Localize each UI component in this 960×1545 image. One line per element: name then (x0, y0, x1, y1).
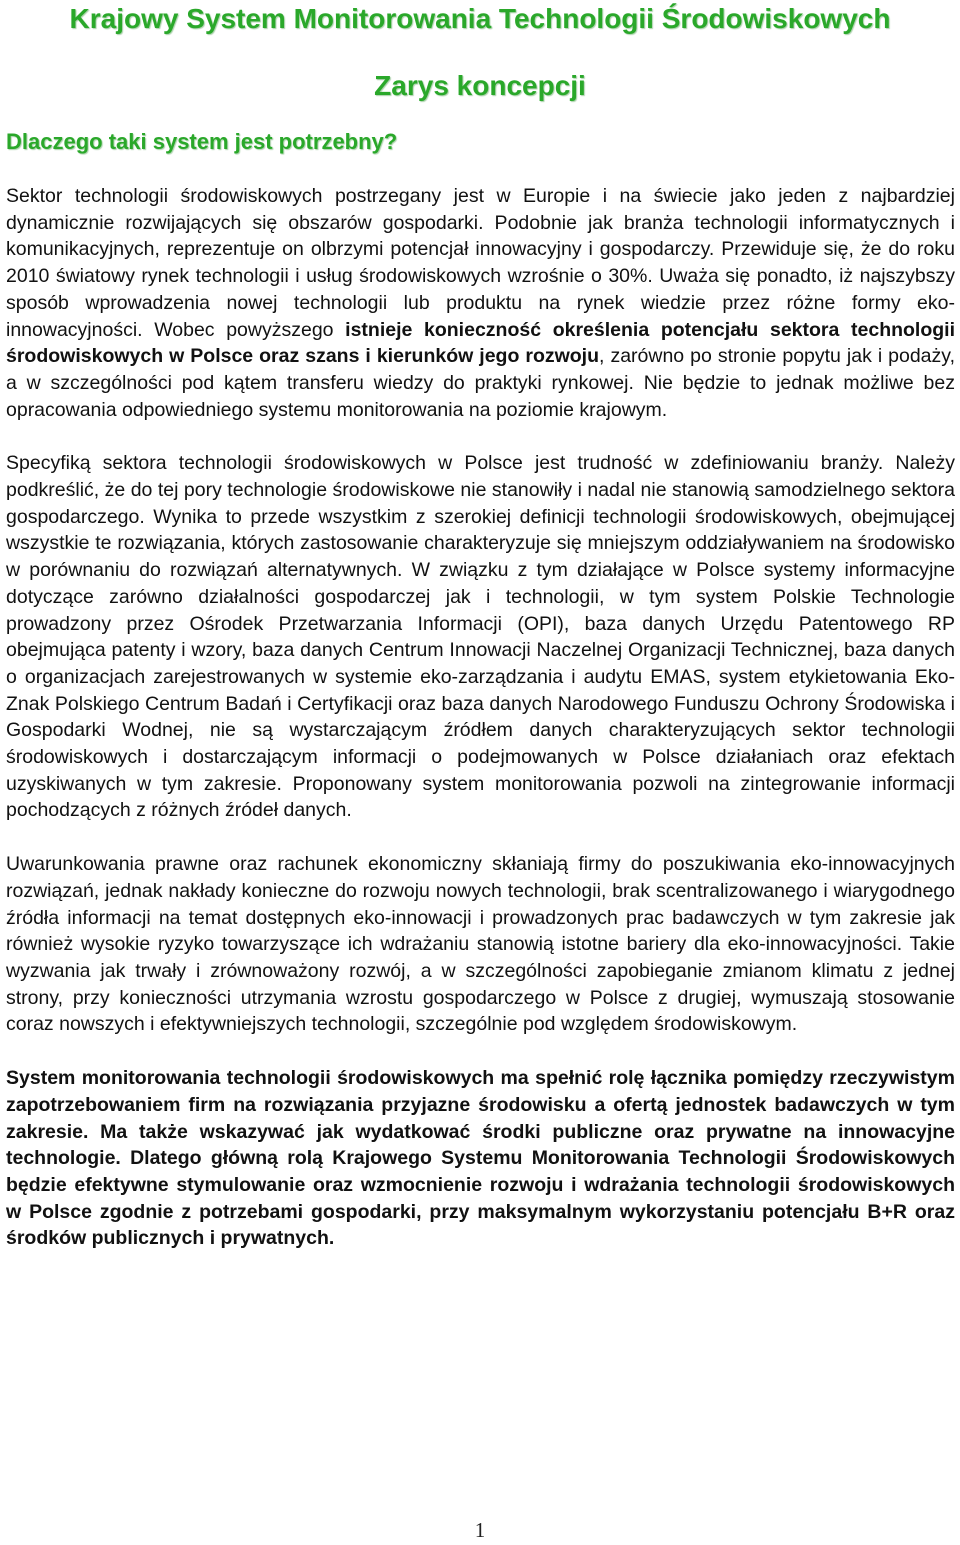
section-heading: Dlaczego taki system jest potrzebny? (6, 129, 398, 154)
document-body (6, 183, 955, 1252)
page-number: 1 (474, 1518, 486, 1542)
paragraph-1-text-start: Sektor technologii środowiskowych postrzegany jest w Europie i na świecie jako jeden z najbardziej dynamicznie rozwijających się obszarów gospodarki. Podobnie jak branża technologii informatycznych i komunikacyjnych, reprezentuje on olbrzymi potencjał innowacyjny i gospodarczy. Przewiduje się, że do roku 2010 światowy rynek technologii i usług środowiskowych wzrośnie o 30%. Uważa się ponadto, iż najszybszy sposób wprowadzenia nowej technologii lub produktu na rynek wiedzie przez różne formy eko-innowacyjności. Wobec powyższego (6, 185, 955, 341)
paragraph-1-emphasis: istnieje konieczność określenia potencjału sektora technologii środowiskowych w Polsce oraz szans i kierunków jego rozwoju (6, 318, 956, 368)
paragraph-4: System monitorowania technologii środowiskowych ma spełnić rolę łącznika pomiędzy rzeczywistym zapotrzebowaniem firm na rozwiązania przyjazne środowisku a ofertą jednostek badawczych w tym zakresie. Ma także wskazywać jak wydatkować środki publiczne oraz prywatne na innowacyjne technologie. Dlatego główną rolą Krajowego Systemu Monitorowania Technologii Środowiskowych będzie efektywne stymulowanie oraz wzmocnienie rozwoju i wdrażania technologii środowiskowych w Polsce zgodnie z potrzebami gospodarki, przy maksymalnym wykorzystaniu potencjału B+R oraz środków publicznych i prywatnych. (6, 1067, 955, 1250)
paragraph-3: Uwarunkowania prawne oraz rachunek ekonomiczny skłaniają firmy do poszukiwania eko-innowacyjnych rozwiązań, jednak nakłady konieczne do rozwoju nowych technologii, brak scentralizowanego i wiarygodnego źródła informacji na temat dostępnych eko-innowacji i prowadzonych prac badawczych w tym zakresie jak również wysokie ryzyko towarzyszące ich wdrażaniu stanowią istotne bariery dla eko-innowacyjności. Takie wyzwania jak trwały i zrównoważony rozwój, a w szczególności zapobieganie zmianom klimatu z jednej strony, przy konieczności utrzymania wzrostu gospodarczego w Polsce z drugiej, wymuszają stosowanie coraz nowszych i efektywniejszych technologii, szczególnie pod względem środowiskowym. (6, 853, 955, 1036)
paragraph-1 (6, 183, 955, 423)
paragraph-1-text-end: , zarówno po stronie popytu jak i podaży, a w szczególności pod kątem transferu wiedzy do praktyki rynkowej. Nie będzie to jednak możliwe bez opracowania odpowiedniego systemu monitorowania na poziomie krajowym. (6, 345, 955, 421)
document-subtitle: Zarys koncepcji (374, 70, 586, 101)
document-title: Krajowy System Monitorowania Technologii Środowiskowych (69, 3, 891, 34)
paragraph-spacer (6, 1038, 955, 1065)
paragraph-spacer (6, 423, 955, 450)
paragraph-2: Specyfiką sektora technologii środowiskowych w Polsce jest trudność w zdefiniowaniu branży. Należy podkreślić, że do tej pory technologie środowiskowe nie stanowiły i nadal nie stanowią samodzielnego sektora gospodarczego. Wynika to przede wszystkim z szerokiej definicji technologii środowiskowych, obejmującej wszystkie te rozwiązania, których zastosowanie charakteryzuje się mniejszym oddziaływaniem na środowisko w porównaniu do rozwiązań alternatywnych. W związku z tym działające w Polsce systemy informacyjne dotyczące zarówno działalności gospodarczej jak i technologii, w tym system Polskie Technologie prowadzony przez Ośrodek Przetwarzania Informacji (OPI), baza danych Urzędu Patentowego RP obejmująca patenty i wzory, baza danych Centrum Innowacji Naczelnej Organizacji Technicznej, baza danych o organizacjach zarejestrowanych w systemie eko-zarządzania i audytu EMAS, system etykietowania Eko-Znak Polskiego Centrum Badań i Certyfikacji oraz baza danych Narodowego Funduszu Ochrony Środowiska i Gospodarki Wodnej, nie są wystarczającym źródłem danych charakteryzujących sektor technologii środowiskowych i dostarczającym informacji o podejmowanych w Polsce działaniach oraz efektach uzyskiwanych w tym zakresie. Proponowany system monitorowania pozwoli na zintegrowanie informacji pochodzących z różnych źródeł danych. (6, 452, 955, 822)
paragraph-spacer (6, 824, 955, 851)
